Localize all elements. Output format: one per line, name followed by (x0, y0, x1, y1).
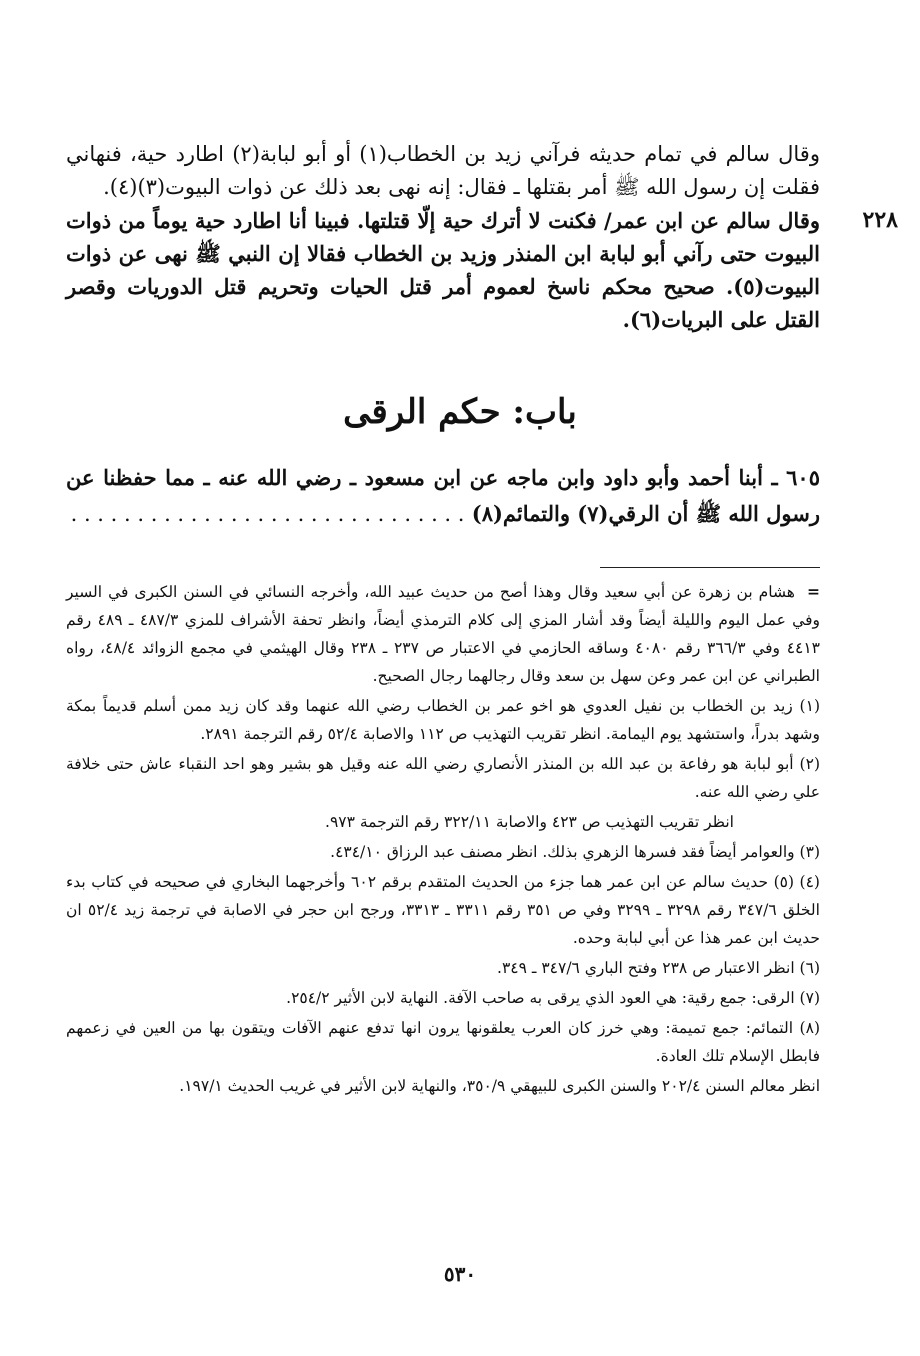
footnote-3: (٣) والعوامر أيضاً فقد فسرها الزهري بذلك. انظر مصنف عبد الرزاق ٤٣٤/١٠. (330, 843, 820, 861)
footnote-7: (٧) الرقى: جمع رقية: هي العود الذي يرقى به صاحب الآفة. النهاية لابن الأثير ٢٥٤/٢. (286, 989, 820, 1007)
footnote-4-5: (٤) (٥) حديث سالم عن ابن عمر هما جزء من الحديث المتقدم برقم ٦٠٢ وأخرجهما البخاري في صحيحه في كتاب بدء الخلق ٣٤٧/٦ رقم ٣٢٩٨ ـ ٣٢٩٩ وفي ص ٣٥١ رقم ٣٣١١ ـ ٣٣١٣، ورجح ابن حجر في الاصابة في ترجمة زيد ٥٢/٤ ان حديث ابن عمر هذا عن أبي لبابة وحده. (66, 873, 820, 947)
continuation-text: هشام بن زهرة عن أبي سعيد وقال وهذا أصح من حديث عبيد الله، وأخرجه النسائي في السنن الكبرى في السير وفي عمل اليوم والليلة أيضاً وقد أشار المزي إلى كلام الترمذي أيضاً، وانظر تحفة الأشراف للمزي ٤٨٧/٣ ـ ٤٨٩ رقم ٤٤١٣ وفي ٣٦٦/٣ رقم ٤٠٨٠ وساقه الحازمي في الاعتبار ص ٢٣٧ ـ ٢٣٨ وقال الهيثمي في مجمع الزوائد ٤٨/٤، رواه الطبراني عن ابن عمر وعن سهل بن سعد وقال رجالهما رجال الصحيح. (66, 583, 820, 685)
page-number: ٥٣٠ (443, 1262, 477, 1286)
footnote-8-reference: انظر معالم السنن ٢٠٢/٤ والسنن الكبرى للبيهقي ٣٥٠/٩، والنهاية لابن الأثير في غريب الحديث ١٩٧/١. (179, 1077, 820, 1095)
hadith-dots: . . . . . . . . . . . . . . . . . . . . . . . . . . . . . . (70, 502, 465, 526)
footnote-divider (600, 567, 820, 568)
hadith-text: ٦٠٥ ـ أبنا أحمد وأبو داود وابن ماجه عن ابن مسعود ـ رضي الله عنه ـ مما حفظنا عن رسول الله ﷺ أن الرقي(٧) والتمائم(٨) (66, 465, 820, 526)
footnote-2-reference: انظر تقريب التهذيب ص ٤٢٣ والاصابة ٣٢٢/١١ رقم الترجمة ٩٧٣. (325, 813, 734, 831)
footnote-2: (٢) أبو لبابة هو رفاعة بن عبد الله بن المنذر الأنصاري رضي الله عنه وقيل هو بشير وهو احد النقباء عاش حتى خلافة علي رضي الله عنه. (66, 755, 820, 801)
paragraph-number: ٢٢٨ (862, 207, 898, 233)
footnotes (66, 578, 820, 1102)
chapter-heading: باب: حكم الرقى (343, 392, 577, 432)
paragraph-228 (66, 204, 898, 336)
hadith-605 (66, 460, 820, 532)
continuation-mark: = (806, 582, 820, 601)
footnote-1: (١) زيد بن الخطاب بن نفيل العدوي هو اخو عمر بن الخطاب رضي الله عنهما وقد كان زيد ممن أسلم قديماً بمكة وشهد بدراً، واستشهد يوم اليمامة. انظر تقريب التهذيب ص ١١٢ والاصابة ٥٢/٤ رقم الترجمة ٢٨٩١. (66, 697, 820, 743)
footnote-continuation (66, 578, 820, 690)
paragraph-1: وقال سالم في تمام حديثه فرآني زيد بن الخطاب(١) أو أبو لبابة(٢) اطارد حية، فنهاني فقلت إن رسول الله ﷺ أمر بقتلها ـ فقال: إنه نهى بعد ذلك عن ذوات البيوت(٣)(٤). (66, 142, 820, 199)
paragraph-2: وقال سالم عن ابن عمر/ فكنت لا أترك حية إلّا قتلتها. فبينا أنا اطارد حية يوماً من ذوات البيوت حتى رآني أبو لبابة ابن المنذر وزيد بن الخطاب فقالا إن النبي ﷺ نهى عن ذوات البيوت(٥). صحيح محكم ناسخ لعموم أمر قتل الحيات وتحريم قتل الدوريات وقصر القتل على البريات(٦). (66, 208, 820, 332)
main-text (66, 138, 898, 336)
footnote-8: (٨) التمائم: جمع تميمة: وهي خرز كان العرب يعلقونها يرون انها تدفع عنهم الآفات ويتقون بها من العين في زعمهم فابطل الإسلام تلك العادة. (66, 1019, 820, 1065)
footnote-6: (٦) انظر الاعتبار ص ٢٣٨ وفتح الباري ٣٤٧/٦ ـ ٣٤٩. (497, 959, 820, 977)
